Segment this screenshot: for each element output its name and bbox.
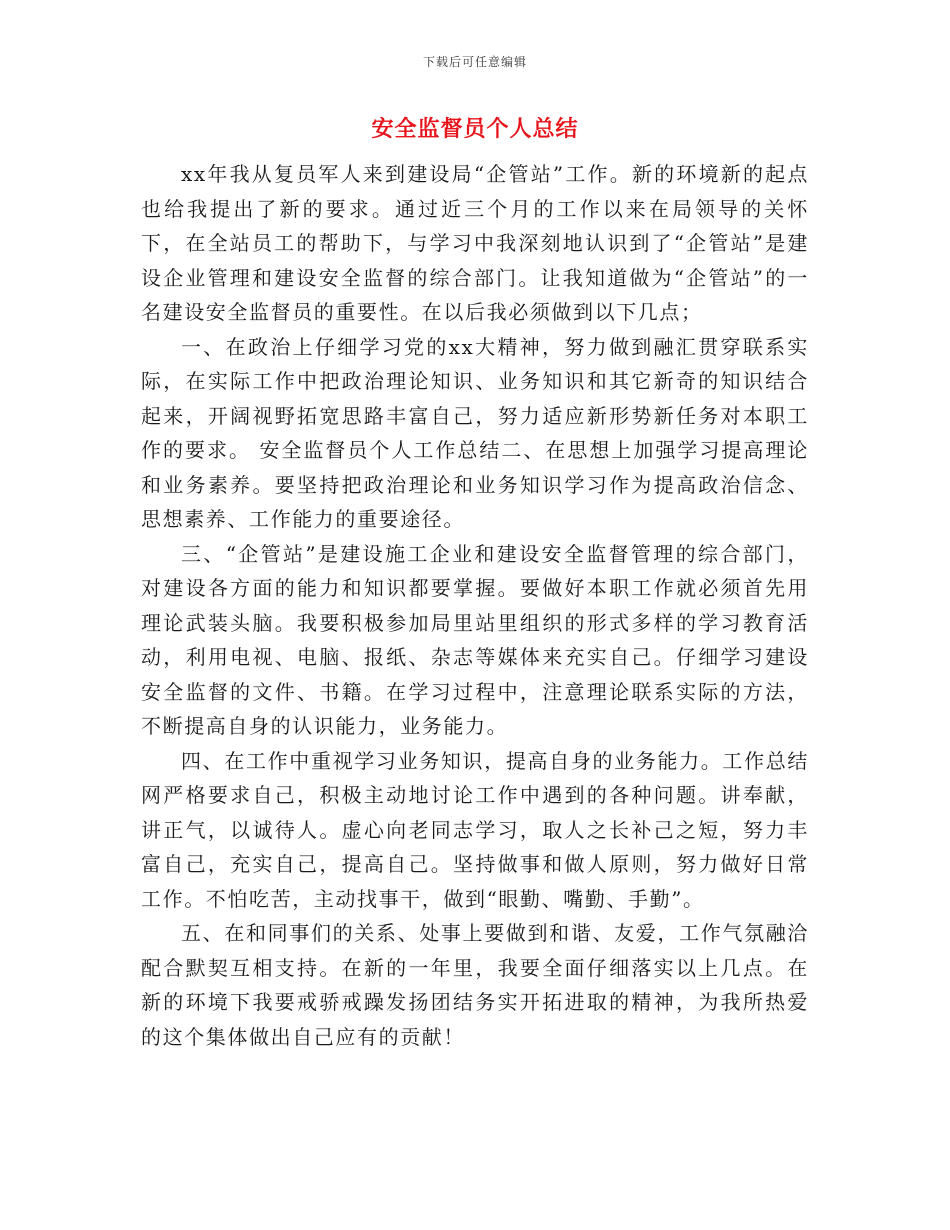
paragraph-4: 四、在工作中重视学习业务知识，提高自身的业务能力。工作总结网严格要求自己，积极主动地讨论工作中遇到的各种问题。讲奉献，讲正气，以诚待人。虚心向老同志学习，取人之长补己之短，努力丰富自己，充实自己，提高自己。坚持做事和做人原则，努力做好日常工作。不怕吃苦，主动找事干，做到“眼勤、嘴勤、手勤”。 — [141, 748, 809, 911]
document-body — [141, 157, 809, 1054]
paragraph-3: 三、“企管站”是建设施工企业和建设安全监督管理的综合部门，对建设各方面的能力和知识都要掌握。要做好本职工作就必须首先用理论武装头脑。我要积极参加局里站里组织的形式多样的学习教育活动，利用电视、电脑、报纸、杂志等媒体来充实自己。仔细学习建设安全监督的文件、书籍。在学习过程中，注意理论联系实际的方法，不断提高自身的认识能力，业务能力。 — [141, 541, 809, 738]
paragraph-1: xx年我从复员军人来到建设局“企管站”工作。新的环境新的起点也给我提出了新的要求。通过近三个月的工作以来在局领导的关怀下，在全站员工的帮助下，与学习中我深刻地认识到了“企管站”是建设企业管理和建设安全监督的综合部门。让我知道做为“企管站”的一名建设安全监督员的重要性。在以后我必须做到以下几点； — [141, 162, 809, 324]
paragraph-5: 五、在和同事们的关系、处事上要做到和谐、友爱，工作气氛融洽配合默契互相支持。在新的一年里，我要全面仔细落实以上几点。在新的环境下我要戒骄戒躁发扬团结务实开拓进取的精神，为我所热爱的这个集体做出自己应有的贡献！ — [141, 921, 809, 1049]
document-title: 安全监督员个人总结 — [371, 117, 579, 142]
paragraph-2: 一、在政治上仔细学习党的xx大精神，努力做到融汇贯穿联系实际，在实际工作中把政治理论知识、业务知识和其它新奇的知识结合起来，开阔视野拓宽思路丰富自己，努力适应新形势新任务对本职工作的要求。 安全监督员个人工作总结二、在思想上加强学习提高理论和业务素养。要坚持把政治理论和业务知识学习作为提高政治信念、思想素养、工作能力的重要途径。 — [141, 334, 809, 531]
header-note: 下载后可任意编辑 — [422, 55, 527, 69]
